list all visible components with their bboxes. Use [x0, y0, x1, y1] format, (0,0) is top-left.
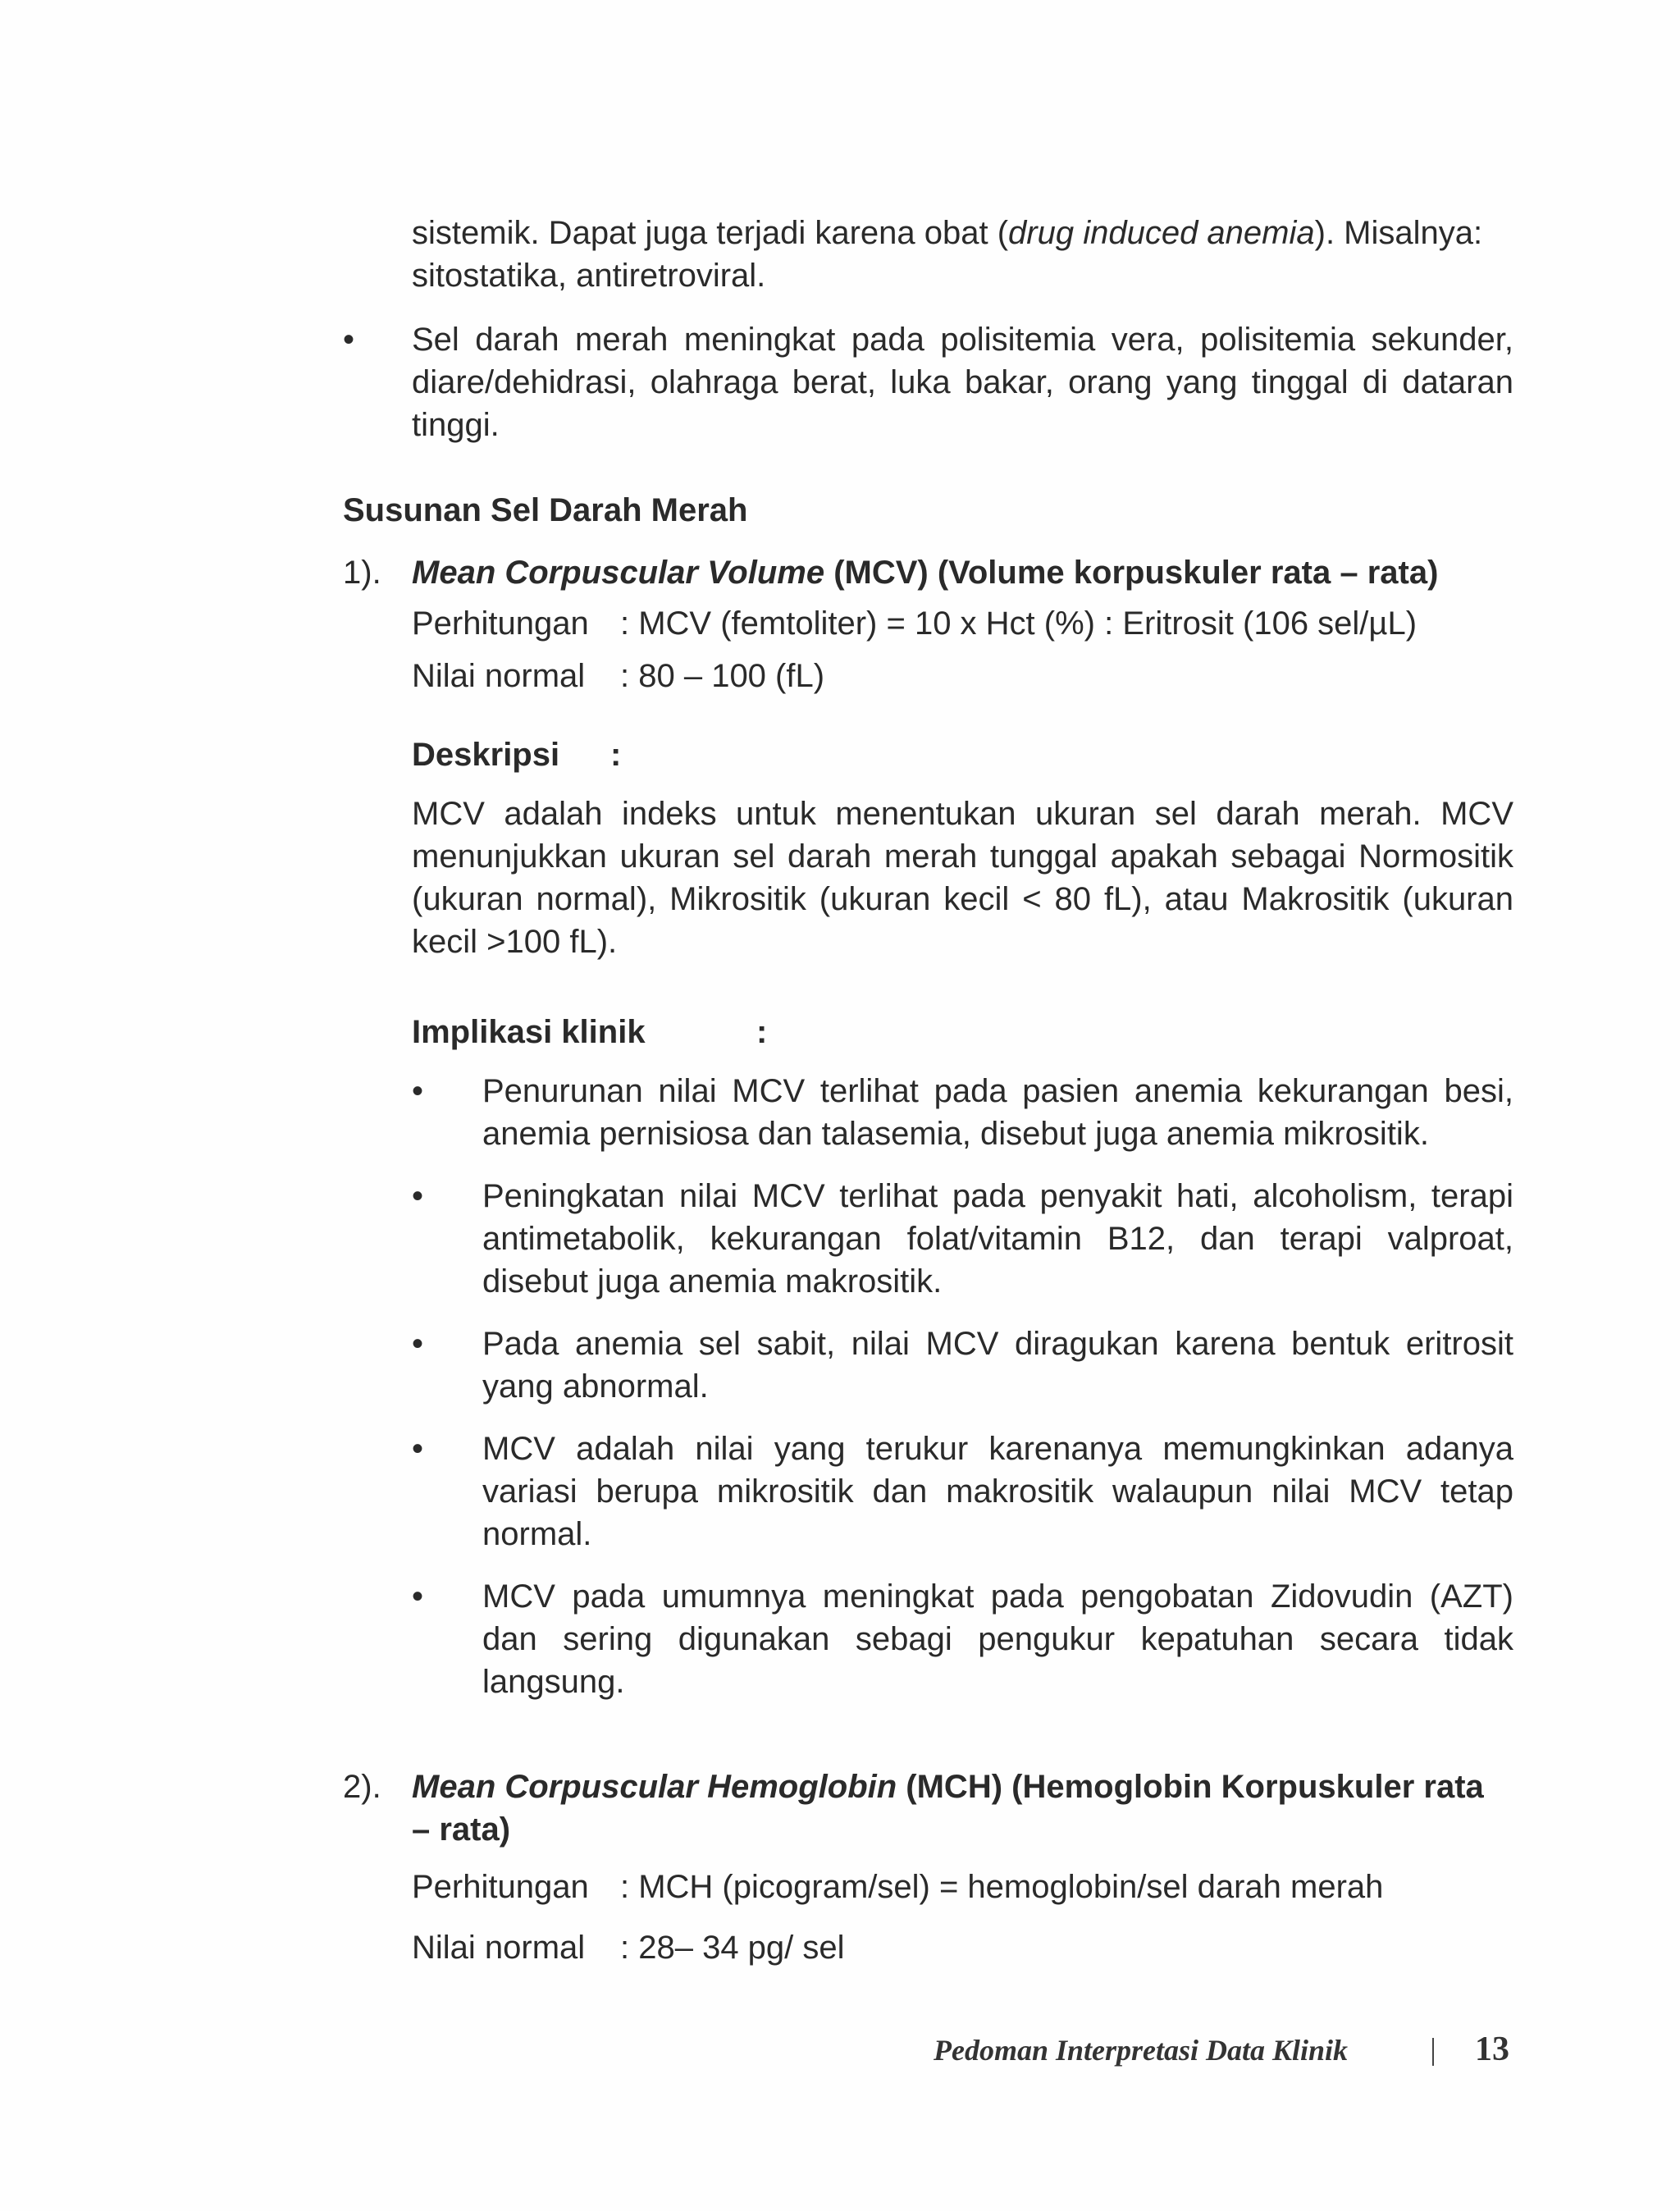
item2-title-line-1: [412, 1766, 1484, 1808]
item2-calc-label: Perhitungan: [412, 1869, 589, 1905]
item1-desc-label: Deskripsi: [412, 737, 560, 773]
item2-title-italic: Mean Corpuscular Hemoglobin: [412, 1769, 897, 1805]
item1-normal-value: : 80 – 100 (fL): [620, 658, 825, 694]
item1-impl-colon: :: [756, 1014, 768, 1050]
intro-bullet-symbol: •: [343, 322, 355, 358]
impl-bullet-symbol-5: •: [412, 1578, 424, 1615]
intro-line-1: [412, 212, 1513, 254]
section-title: Susunan Sel Darah Merah: [343, 492, 748, 528]
impl-bullet-symbol-4: •: [412, 1431, 424, 1467]
item2-normal-label: Nilai normal: [412, 1930, 586, 1966]
impl-bullet-symbol-1: •: [412, 1073, 424, 1109]
item2-normal-value: : 28– 34 pg/ sel: [620, 1930, 845, 1966]
impl-bullet-text-2: Peningkatan nilai MCV terlihat pada penyakit hati, alcoholism, terapi antimetabolik, kekurangan folat/vitamin B12, dan terapi valproat, disebut juga anemia makrositik.: [482, 1178, 1513, 1300]
impl-bullet-text-3: Pada anemia sel sabit, nilai MCV diragukan karena bentuk eritrosit yang abnormal.: [482, 1326, 1513, 1405]
item1-desc-colon: :: [610, 737, 622, 773]
item1-calc-label: Perhitungan: [412, 605, 589, 642]
item1-calc-value: : MCV (femtoliter) = 10 x Hct (%) : Eritrosit (106 sel/µL): [620, 605, 1418, 642]
impl-bullet-text-4: MCV adalah nilai yang terukur karenanya memungkinkan adanya variasi berupa mikrositik dan makrositik walaupun nilai MCV tetap normal.: [482, 1431, 1513, 1552]
impl-bullet-symbol-2: •: [412, 1178, 424, 1214]
item2-title-rest: (MCH) (Hemoglobin Korpuskuler rata: [897, 1769, 1484, 1805]
item1-number: 1).: [343, 555, 381, 591]
item2-number: 2).: [343, 1769, 381, 1805]
footer-separator: [1432, 2038, 1434, 2066]
item1-title: [412, 551, 1438, 594]
intro-line-2: sitostatika, antiretroviral.: [412, 258, 766, 294]
item1-desc-text: MCV adalah indeks untuk menentukan ukuran sel darah merah. MCV menunjukkan ukuran sel darah merah tunggal apakah sebagai Normositik (ukuran normal), Mikrositik (ukuran kecil < 80 fL), atau Makrositik (ukuran kecil >100 fL).: [412, 796, 1513, 960]
item1-impl-label: Implikasi klinik: [412, 1014, 646, 1050]
item1-normal-label: Nilai normal: [412, 658, 586, 694]
impl-bullet-text-1: Penurunan nilai MCV terlihat pada pasien anemia kekurangan besi, anemia pernisiosa dan talasemia, disebut juga anemia mikrositik.: [482, 1073, 1513, 1152]
intro-bullet-text: Sel darah merah meningkat pada polisitemia vera, polisitemia sekunder, diare/dehidrasi, olahraga berat, luka bakar, orang yang tinggal di dataran tinggi.: [412, 322, 1513, 443]
footer-book-title: Pedoman Interpretasi Data Klinik: [934, 2034, 1349, 2067]
item2-title-line-2: – rata): [412, 1811, 511, 1848]
intro-line-1-text: sistemik. Dapat juga terjadi karena obat (drug induced anemia). Misalnya:: [412, 215, 1483, 251]
item1-title-rest: (MCV) (Volume korpuskuler rata – rata): [824, 555, 1439, 591]
page-number: 13: [1475, 2031, 1509, 2068]
item1-title-italic: Mean Corpuscular Volume: [412, 555, 825, 591]
impl-bullet-text-5: MCV pada umumnya meningkat pada pengobatan Zidovudin (AZT) dan sering digunakan sebagi pengukur kepatuhan secara tidak langsung.: [482, 1578, 1513, 1700]
impl-bullet-symbol-3: •: [412, 1326, 424, 1362]
item2-calc-value: : MCH (picogram/sel) = hemoglobin/sel darah merah: [620, 1869, 1384, 1905]
